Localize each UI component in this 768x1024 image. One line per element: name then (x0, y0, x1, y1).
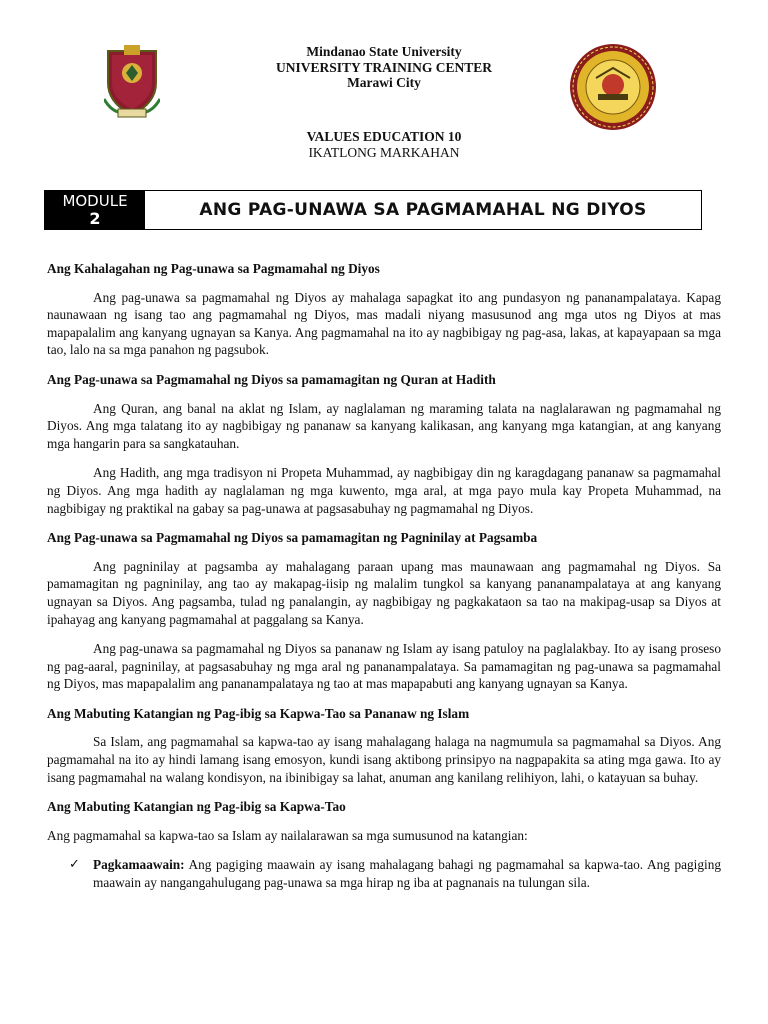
subject-title: VALUES EDUCATION 10 (306, 129, 462, 144)
list-item-text (93, 856, 721, 891)
checkmark-icon: ✓ (69, 857, 80, 873)
quarter-label: IKATLONG MARKAHAN (308, 144, 460, 160)
body-paragraph: Ang Hadith, ang mga tradisyon ni Propeta Muhammad, ay nagbibigay din ng karagdagang pananaw sa pagmamahal ng Diyos. Ang mga hadith ay naglalaman ng mga kuwento, mga aral, at mga payo mula kay Propeta Muhammad, na nagbibigay ng praktikal na gabay sa pag-unawa at pagsasabuhay ng pagmamahal ng Diyos. (47, 465, 721, 516)
section-heading: Ang Mabuting Katangian ng Pag-ibig sa Kapwa-Tao (47, 799, 346, 815)
body-paragraph: Ang pag-unawa sa pagmamahal ng Diyos ay mahalaga sapagkat ito ang pundasyon ng pananampalataya. Kapag naunawaan ng isang tao ang pagmamahal ng Diyos, mas madali niyang masusunod ang mga utos ng Diyos at mas mapapalalim ang kanyang ugnayan sa Kanya. Ang pagmamahal na ito ay nagbibigay ng pag-asa, lakas, at kapayapaan sa mga tao, lalo na sa mga panahon ng pagsubok. (47, 289, 721, 358)
document-body (47, 260, 721, 892)
section-heading: Ang Mabuting Katangian ng Pag-ibig sa Kapwa-Tao sa Pananaw ng Islam (47, 705, 470, 721)
section-heading: Ang Pag-unawa sa Pagmamahal ng Diyos sa pamamagitan ng Quran at Hadith (47, 371, 496, 387)
module-title: ANG PAG-UNAWA SA PAGMAMAHAL NG DIYOS (199, 200, 647, 220)
body-paragraph: Ang Quran, ang banal na aklat ng Islam, ay naglalaman ng maraming talata na naglalarawan ng pagmamahal ng Diyos. Ang mga talatang ito ay nagbibigay ng pananaw sa kanyang kalikasan, ang kanyang mga katangian, at ang kanyang mga hangarin para sa sangkatauhan. (47, 400, 721, 451)
body-paragraph: Sa Islam, ang pagmamahal sa kapwa-tao ay isang mahalagang halaga na nagmumula sa pagmamahal sa Diyos. Ang pagmamahal na ito ay hindi lamang isang emosyon, kundi isang aktibong prinsipyo na nagpapakita sa ating mga gawa. Ito ay isang pagmamahal na walang kondisyon, na ibinibigay sa lahat, anuman ang kanilang relihiyon, lahi, o katayuan sa buhay. (47, 734, 721, 785)
section-heading: Ang Kahalagahan ng Pag-unawa sa Pagmamahal ng Diyos (47, 261, 380, 276)
city-name: Marawi City (347, 75, 421, 90)
subject-block (0, 129, 768, 160)
training-center-seal-icon (568, 42, 658, 132)
document-header (0, 0, 768, 228)
training-center-name: UNIVERSITY TRAINING CENTER (275, 59, 493, 75)
university-name: Mindanao State University (306, 44, 462, 59)
intro-paragraph: Ang pagmamahal sa kapwa-tao sa Islam ay nailalarawan sa mga sumusunod na katangian: (47, 827, 528, 843)
module-label: MODULE (62, 192, 128, 210)
section-heading: Ang Pag-unawa sa Pagmamahal ng Diyos sa pamamagitan ng Pagninilay at Pagsamba (47, 530, 538, 546)
module-tag (45, 191, 145, 229)
list-item (69, 856, 721, 891)
body-paragraph: Ang pag-unawa sa pagmamahal ng Diyos sa pananaw ng Islam ay isang patuloy na paglalakbay. Ito ay isang proseso ng pag-aaral, pagninilay, at pagsasabuhay ng mga aral ng pananampalataya. Sa pamamagitan ng pag-unawa sa pagmamahal ng Diyos, mas mapapalalim ang pananampalataya ng tao at mas mapapabuti ang kanyang ugnayan sa Kanya. (47, 641, 721, 692)
list-item-term: Pagkamaawain: (93, 857, 185, 873)
body-paragraph: Ang pagninilay at pagsamba ay mahalagang paraan upang mas maunawaan ang pagmamahal ng Diyos. Sa pamamagitan ng pagninilay, ang tao ay makapag-iisip ng malalim tungkol sa kanyang pananampalataya at ang kanyang ugnayan sa Diyos. Ang pagsamba, tulad ng panalangin, ay nagbibigay ng pagkakataon sa tao na makipag-usap sa Diyos at ipahayag ang kanyang pagmamahal at paggalang sa Kanya. (47, 558, 721, 627)
list-item-description: Ang pagiging maawain ay isang mahalagang bahagi ng pagmamahal sa kapwa-tao. Ang pagiging maawain ay nangangahulugang pag-unawa sa mga hirap ng iba at pagnanais na tulungan sila. (93, 857, 721, 891)
module-banner (44, 190, 702, 230)
module-number: 2 (89, 209, 101, 228)
